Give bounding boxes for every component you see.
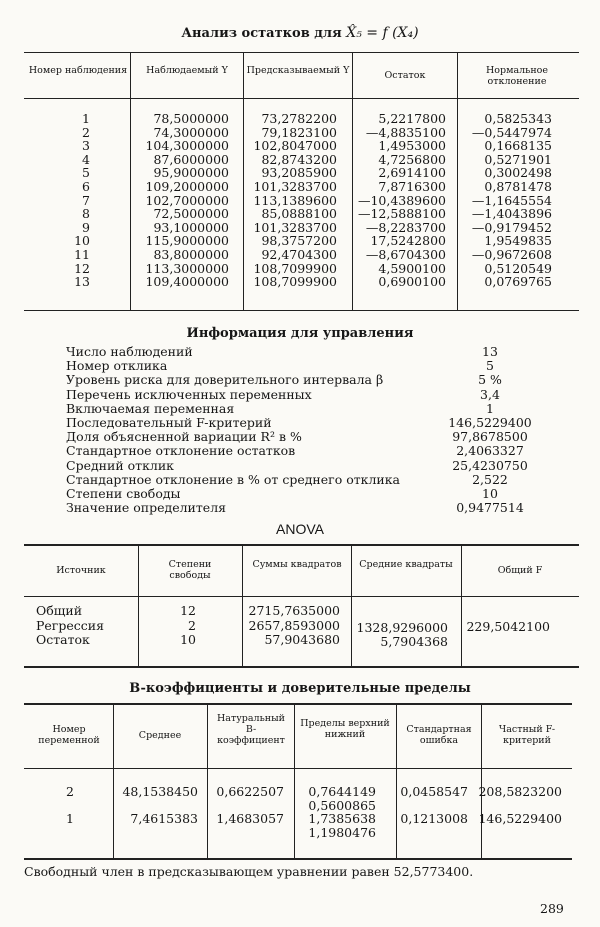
residual-cell: 87,6000000 (153, 151, 229, 167)
anova-ss: 2715,7635000 (248, 603, 340, 618)
residuals-formula: X̂₅ = f (X₄) (346, 25, 419, 41)
anova-source: Общий (36, 603, 83, 618)
anova-header-f: Общий F (497, 565, 543, 576)
anova-f: 229,5042100 (466, 618, 550, 634)
coef-f: 146,5229400 (478, 811, 562, 826)
coef-upper: 1,7385638 (308, 811, 376, 826)
residual-cell: 102,8047000 (253, 138, 337, 154)
residual-cell: 0,1668135 (484, 138, 552, 154)
residual-cell: 3 (82, 138, 90, 154)
control-label: Номер отклика (66, 358, 168, 374)
residual-cell: 1,4953000 (378, 138, 446, 154)
residual-cell: 85,0888100 (261, 206, 337, 222)
residual-cell: 113,3000000 (145, 260, 229, 276)
residual-cell: 83,8000000 (153, 247, 229, 262)
residual-cell: 98,3757200 (261, 233, 337, 249)
control-value: 10 (482, 486, 498, 501)
coef-upper: 0,7644149 (308, 784, 376, 799)
residual-cell: 9 (82, 219, 90, 235)
residuals-header-normal: Нормальное отклонение (485, 65, 549, 87)
residual-cell: 101,3283700 (253, 219, 337, 235)
intercept-note: Свободный член в предсказывающем уравнении равен 52,5773400. (24, 864, 474, 879)
residual-cell: 4,7256800 (378, 151, 446, 167)
control-value: 2,4063327 (456, 443, 524, 459)
residual-cell: 10 (74, 233, 90, 249)
residual-cell: 5,2217800 (378, 111, 446, 126)
control-label: Степени свободы (66, 486, 181, 501)
coef-header-var: Номер переменной (38, 724, 100, 746)
anova-header-source: Источник (56, 565, 106, 576)
coef-var: 2 (66, 784, 74, 799)
residual-cell: 5 (82, 165, 90, 181)
residual-cell: 72,5000000 (153, 206, 229, 222)
control-label: Последовательный F-критерий (66, 415, 272, 430)
residual-cell: 101,3283700 (253, 179, 337, 194)
anova-source: Остаток (36, 632, 90, 647)
residual-cell: 7 (82, 192, 90, 208)
anova-df: 2 (188, 617, 196, 633)
residual-cell: 2 (82, 124, 90, 140)
control-label: Средний отклик (66, 457, 174, 473)
residual-cell: 73,2782200 (261, 111, 337, 126)
anova-header-ss: Суммы квадратов (252, 559, 342, 570)
residual-cell: 17,5242800 (370, 233, 446, 249)
residual-cell: —1,4043896 (471, 206, 552, 222)
residual-cell: 115,9000000 (145, 233, 229, 249)
anova-header-ms: Средние квадраты (359, 559, 453, 570)
coef-header-f: Частный F-критерий (498, 724, 556, 746)
coef-b: 1,4683057 (216, 811, 284, 826)
residual-cell: 0,3002498 (484, 165, 552, 181)
residual-cell: 0,5271901 (484, 151, 552, 167)
residual-cell: 1,9549835 (484, 233, 552, 249)
control-label: Стандартное отклонение остатков (66, 443, 296, 459)
coef-b: 0,6622507 (216, 784, 284, 799)
control-value: 13 (482, 344, 498, 359)
control-label: Включаемая переменная (66, 400, 235, 416)
control-label: Стандартное отклонение в % от среднего отклика (66, 471, 400, 487)
control-label: Доля объясненной вариации R² в % (66, 429, 302, 445)
control-value: 2,522 (472, 471, 508, 487)
residual-cell: 0,6900100 (378, 274, 446, 290)
residual-cell: 109,2000000 (145, 179, 229, 194)
residual-cell: 4,5900100 (378, 260, 446, 276)
residuals-header-predicted: Предсказываемый Y (246, 65, 350, 76)
residual-cell: 12 (74, 260, 90, 276)
residual-cell: 2,6914100 (378, 165, 446, 181)
residual-cell: —4,8835100 (365, 124, 446, 140)
residual-cell: 79,1823100 (261, 124, 337, 140)
residual-cell: —0,9672608 (471, 247, 552, 262)
anova-df: 12 (180, 603, 196, 618)
coef-mean: 48,1538450 (122, 784, 198, 799)
residual-cell: 113,1389600 (253, 192, 337, 208)
coef-se: 0,0458547 (400, 784, 468, 799)
control-title: Информация для управления (186, 326, 414, 341)
anova-ms: 5,7904368 (380, 634, 448, 649)
residual-cell: 93,1000000 (153, 219, 229, 235)
page-number: 289 (540, 901, 564, 916)
residuals-header-observed: Наблюдаемый Y (146, 65, 228, 76)
anova-df: 10 (180, 632, 196, 647)
control-label: Перечень исключенных переменных (66, 386, 312, 402)
residual-cell: —8,2283700 (365, 219, 446, 235)
anova-title: ANOVA (276, 521, 324, 537)
residual-cell: 0,8781478 (484, 179, 552, 194)
residual-cell: 7,8716300 (378, 179, 446, 194)
control-value: 25,4230750 (452, 457, 528, 473)
residual-cell: 102,7000000 (145, 192, 229, 208)
residual-cell: 92,4704300 (261, 247, 337, 262)
residual-cell: 13 (74, 274, 90, 290)
anova-ss: 2657,8593000 (248, 617, 340, 633)
control-value: 3,4 (480, 386, 500, 402)
residual-cell: 11 (74, 247, 90, 262)
residual-cell: 6 (82, 179, 90, 194)
residual-cell: 93,2085900 (261, 165, 337, 181)
coef-mean: 7,4615383 (130, 811, 198, 826)
coef-f: 208,5823200 (478, 784, 562, 799)
residual-cell: 108,7099900 (253, 274, 337, 290)
anova-source: Регрессия (36, 617, 104, 633)
anova-header-df: Степени свободы (168, 559, 212, 581)
coef-lower: 0,5600865 (308, 797, 376, 813)
residual-cell: —0,9179452 (471, 219, 552, 235)
residual-cell: —8,6704300 (365, 247, 446, 262)
residual-cell: 1 (82, 111, 90, 126)
coef-header-limits: Пределы верхний нижний (300, 718, 390, 740)
residual-cell: 78,5000000 (153, 111, 229, 126)
control-value: 97,8678500 (452, 429, 528, 445)
residual-cell: —12,5888100 (357, 206, 446, 222)
residual-cell: 74,3000000 (153, 124, 229, 140)
residual-cell: 108,7099900 (253, 260, 337, 276)
residual-cell: 0,0769765 (484, 274, 552, 290)
control-value: 1 (486, 400, 494, 416)
residual-cell: 82,8743200 (261, 151, 337, 167)
residual-cell: 0,5120549 (484, 260, 552, 276)
coef-var: 1 (66, 811, 74, 826)
residual-cell: 104,3000000 (145, 138, 229, 154)
control-label: Число наблюдений (66, 344, 193, 359)
residuals-header-residual: Остаток (384, 70, 426, 81)
anova-ss: 57,9043680 (264, 632, 340, 647)
coef-lower: 1,1980476 (308, 824, 376, 840)
control-value: 146,5229400 (448, 415, 532, 430)
residual-cell: 8 (82, 206, 90, 222)
coef-header-b: Натуральный B-коэффициент (217, 713, 285, 746)
coef-title: B-коэффициенты и доверительные пределы (129, 681, 471, 696)
coef-se: 0,1213008 (400, 811, 468, 826)
coef-header-se: Стандартная ошибка (406, 724, 472, 746)
control-label: Значение определителя (66, 500, 227, 516)
control-value: 5 (486, 358, 494, 374)
residual-cell: 95,9000000 (153, 165, 229, 181)
coef-header-mean: Среднее (138, 730, 182, 741)
residual-cell: —1,1645554 (471, 192, 552, 208)
residual-cell: 4 (82, 151, 90, 167)
control-value: 5 % (478, 372, 502, 388)
residual-cell: —0,5447974 (471, 124, 552, 140)
anova-ms: 1328,9296000 (356, 619, 448, 635)
residuals-header-obs: Номер наблюдения (28, 65, 128, 76)
control-label: Уровень риска для доверительного интервала β (66, 372, 384, 388)
residual-cell: —10,4389600 (357, 192, 446, 208)
residuals-title: Анализ остатков для X̂₅ = f (X₄) (181, 25, 419, 41)
control-value: 0,9477514 (456, 500, 524, 516)
residual-cell: 0,5825343 (484, 111, 552, 126)
residual-cell: 109,4000000 (145, 274, 229, 290)
